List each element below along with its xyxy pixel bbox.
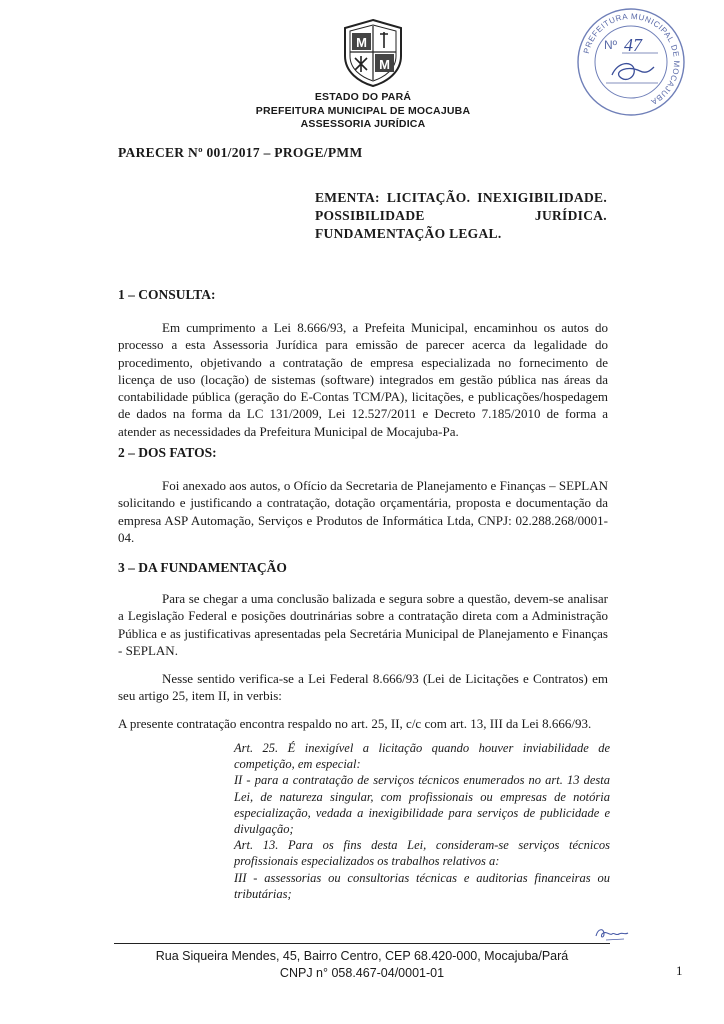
document-title: PARECER Nº 001/2017 – PROGE/PMM — [118, 145, 363, 160]
crest-letter-bottom: M — [379, 57, 390, 72]
header-municipality: PREFEITURA MUNICIPAL DE MOCAJUBA — [255, 104, 471, 117]
quote-line: II - para a contratação de serviços técnicos enumerados no art. 13 desta Lei, de natureza singular, com profissionais ou empresas de notória especialização, vedada a inexigibilidade para serviços de publicidade e divulgação; — [234, 773, 610, 837]
section-paragraph: A presente contratação encontra respaldo no art. 25, II, c/c com art. 13, III da Lei 8.666/93. — [118, 716, 592, 731]
stamp-ring-text: PREFEITURA MUNICIPAL DE MOCAJUBA — [581, 11, 682, 107]
section-heading-fundamentacao: 3 – DA FUNDAMENTAÇÃO — [118, 560, 287, 575]
section-heading-consulta: 1 – CONSULTA: — [118, 287, 216, 302]
page-number: 1 — [676, 963, 683, 978]
rubric-signature-icon — [592, 922, 632, 944]
ementa-line: FUNDAMENTAÇÃO LEGAL. — [315, 226, 502, 241]
footer — [140, 948, 584, 982]
footer-address: Rua Siqueira Mendes, 45, Bairro Centro, CEP 68.420-000, Mocajuba/Pará — [155, 949, 569, 963]
section-paragraph: Para se chegar a uma conclusão balizada e segura sobre a questão, devem-se analisar a Legislação Federal e posições doutrinárias sobre a contratação direta com a Administração Pública e as justificativas apresentadas pela Secretária Municipal de Planejamento e Finanças - SEPLAN. — [118, 591, 608, 658]
stamp-number-value: 47 — [624, 35, 642, 55]
ementa-line: EMENTA: LICITAÇÃO. INEXIGIBILIDADE. — [315, 190, 607, 205]
footer-divider — [114, 943, 610, 944]
section-heading-fatos: 2 – DOS FATOS: — [118, 445, 217, 460]
ementa-block — [315, 189, 607, 243]
ementa-line: POSSIBILIDADE JURÍDICA. — [315, 208, 607, 223]
header-department: ASSESSORIA JURÍDICA — [300, 118, 426, 130]
crest-letter-top: M — [356, 35, 367, 50]
stamp-number-label: Nº — [604, 38, 618, 52]
header-state: ESTADO DO PARÁ — [314, 91, 412, 103]
quote-line: Art. 25. É inexigível a licitação quando houver inviabilidade de competição, em especial: — [234, 741, 610, 772]
section-paragraph: Foi anexado aos autos, o Ofício da Secretaria de Planejamento e Finanças – SEPLAN solicitando e justificando a contratação, dotação orçamentária, proposta e documentação da empresa ASP Automação, Serviços e Produtos de Informática Ltda, CNPJ: 02.288.268/0001-04. — [118, 478, 608, 545]
quote-line: Art. 13. Para os fins desta Lei, consideram-se serviços técnicos profissionais especializados os trabalhos relativos a: — [234, 838, 610, 869]
legal-quote — [234, 740, 610, 902]
protocol-stamp — [574, 5, 688, 119]
quote-line: III - assessorias ou consultorias técnicas e auditorias financeiras ou tributárias; — [234, 870, 610, 901]
footer-cnpj: CNPJ n° 058.467-04/0001-01 — [279, 966, 445, 980]
section-paragraph: Nesse sentido verifica-se a Lei Federal 8.666/93 (Lei de Licitações e Contratos) em seu artigo 25, item II, in verbis: — [118, 671, 608, 704]
municipal-crest-icon — [341, 18, 405, 88]
section-paragraph: Em cumprimento a Lei 8.666/93, a Prefeita Municipal, encaminhou os autos do processo a esta Assessoria Jurídica para emissão de parecer acerca da legalidade do procedimento, objetivando a contratação de empresa especializada no fornecimento de licença de uso (locação) de sistemas (software) integrados em gestão pública nas áreas da contabilidade pública (geração do E-Contas TCM/PA), licitações, e publicações/hospedagem de dados na forma da LC 131/2009, Lei 12.527/2011 e Decreto 7.185/2010 de forma a atender as necessidades da Prefeitura Municipal de Mocajuba-Pa. — [118, 320, 608, 439]
stamp-signature-icon — [612, 64, 654, 80]
letterhead — [200, 91, 526, 132]
